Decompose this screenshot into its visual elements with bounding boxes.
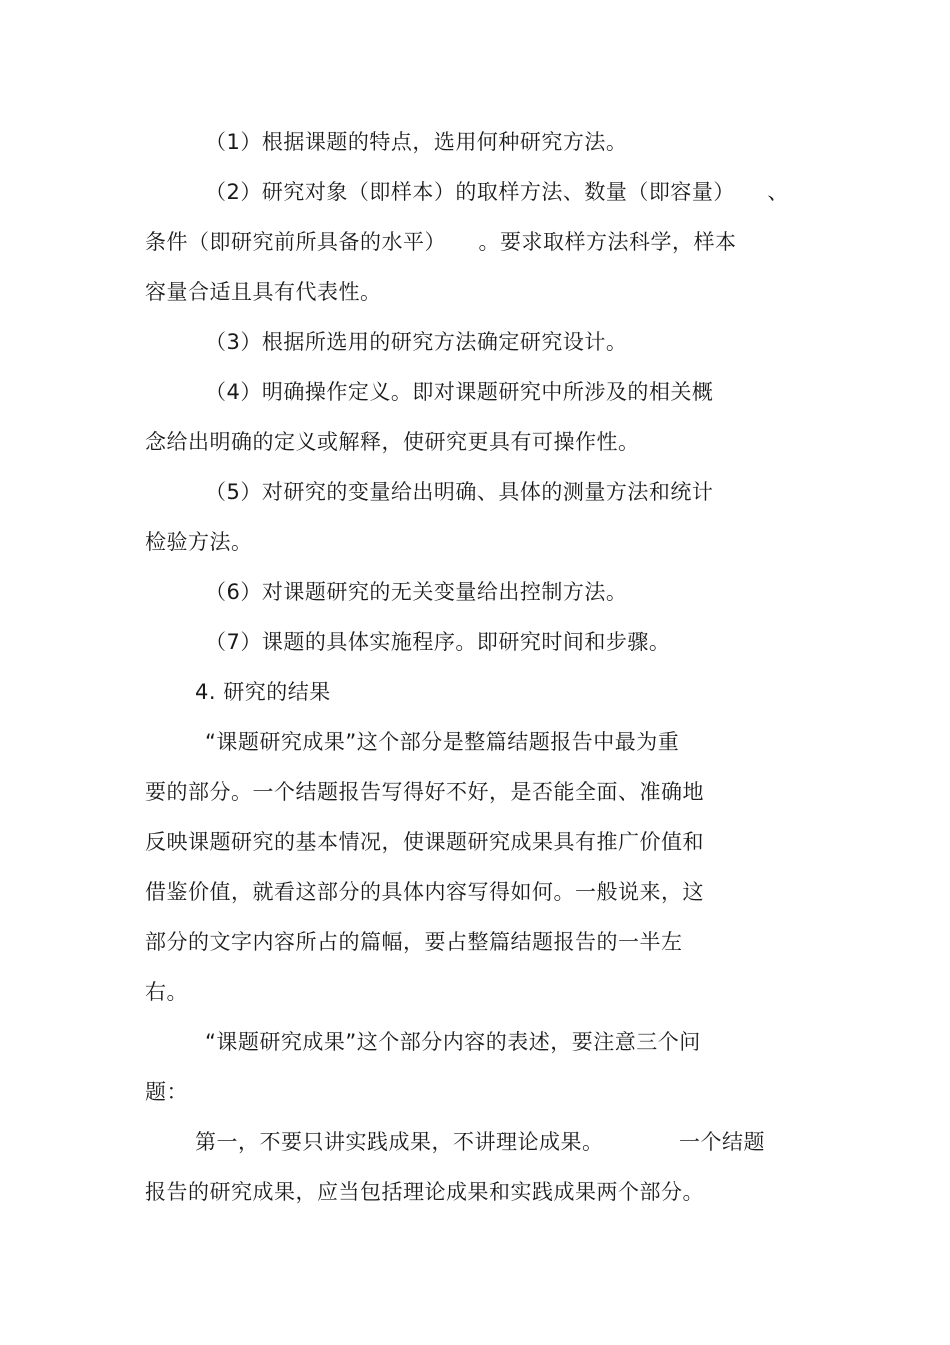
paragraph-line: 借鉴价值，就看这部分的具体内容写得如何。一般说来，这 xyxy=(145,880,704,904)
paragraph-line: “课题研究成果”这个部分内容的表述，要注意三个问 xyxy=(205,1030,701,1054)
paragraph-line: 反映课题研究的基本情况，使课题研究成果具有推广价值和 xyxy=(145,830,704,854)
paragraph-line: 报告的研究成果，应当包括理论成果和实践成果两个部分。 xyxy=(145,1180,704,1204)
paragraph-line: 要的部分。一个结题报告写得好不好，是否能全面、准确地 xyxy=(145,780,704,804)
method-item-1: （1）根据课题的特点，选用何种研究方法。 xyxy=(205,130,628,154)
method-item-4: （4）明确操作定义。即对课题研究中所涉及的相关概 xyxy=(205,380,714,404)
paragraph-line: 右。 xyxy=(145,980,188,1004)
section-heading: 4. 研究的结果 xyxy=(195,680,331,704)
paragraph-line: 念给出明确的定义或解释，使研究更具有可操作性。 xyxy=(145,430,640,454)
paragraph-line: 容量合适且具有代表性。 xyxy=(145,280,382,304)
method-item-6: （6）对课题研究的无关变量给出控制方法。 xyxy=(205,580,628,604)
method-item-3: （3）根据所选用的研究方法确定研究设计。 xyxy=(205,330,628,354)
paragraph-line: 题： xyxy=(145,1080,188,1104)
paragraph-line: 条件（即研究前所具备的水平） 。要求取样方法科学，样本 xyxy=(145,230,737,254)
method-item-5: （5）对研究的变量给出明确、具体的测量方法和统计 xyxy=(205,480,714,504)
paragraph-line: 检验方法。 xyxy=(145,530,253,554)
method-item-7: （7）课题的具体实施程序。即研究时间和步骤。 xyxy=(205,630,671,654)
paragraph-line: 部分的文字内容所占的篇幅，要占整篇结题报告的一半左 xyxy=(145,930,683,954)
paragraph-line: 第一，不要只讲实践成果，不讲理论成果。 一个结题 xyxy=(195,1130,765,1154)
method-item-2: （2）研究对象（即样本）的取样方法、数量（即容量） 、 xyxy=(205,180,789,204)
paragraph-line: “课题研究成果”这个部分是整篇结题报告中最为重 xyxy=(205,730,680,754)
